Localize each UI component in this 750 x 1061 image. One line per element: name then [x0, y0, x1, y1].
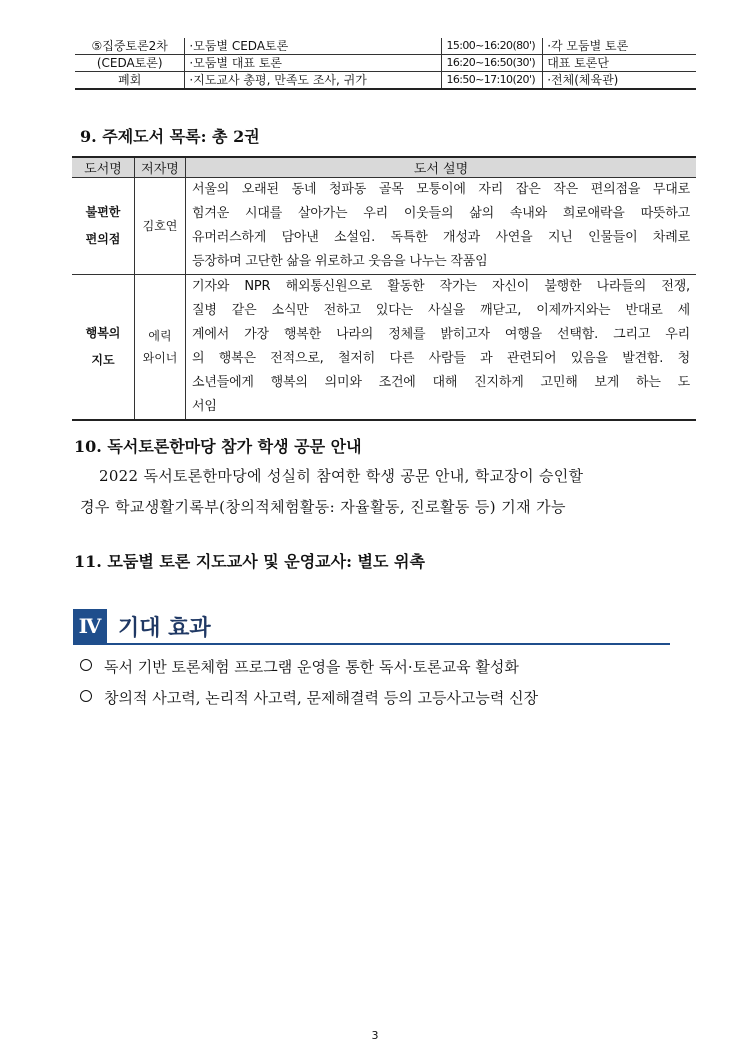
book-author-line: 와이너	[142, 351, 178, 365]
desc-line: 유머러스하게 담아낸 소설임. 독특한 개성과 사연을 지닌 인물들이 차례로	[192, 230, 690, 245]
bullet-item	[80, 656, 519, 677]
header-author: 저자명	[135, 157, 186, 178]
book-row	[72, 178, 696, 275]
schedule-time: 15:00~16:20(80')	[442, 38, 543, 55]
book-title	[72, 275, 135, 421]
book-title-line: 불편한	[85, 205, 121, 219]
header-desc: 도서 설명	[186, 157, 697, 178]
book-author	[135, 178, 186, 275]
book-author-line: 에릭	[148, 329, 172, 343]
book-title-line: 행복의	[85, 326, 121, 340]
schedule-note: 대표 토론단	[543, 55, 696, 72]
bullet-item	[80, 687, 538, 708]
section10-line: 2022 독서토론한마당에 성실히 참여한 학생 공문 안내, 학교장이 승인할	[99, 467, 584, 485]
bullet-text: 독서 기반 토론체험 프로그램 운영을 통한 독서·토론교육 활성화	[104, 658, 519, 676]
book-title	[72, 178, 135, 275]
desc-line: 질병 같은 소식만 전하고 있다는 사실을 깨닫고, 이제까지와는 반대로 세	[192, 303, 690, 318]
schedule-activity: ·지도교사 총평, 만족도 조사, 귀가	[185, 72, 442, 90]
desc-line: 서울의 오래된 동네 청파동 골목 모퉁이에 자리 잡은 작은 편의점을 무대로	[192, 182, 690, 197]
schedule-row	[75, 38, 696, 55]
schedule-stage: 폐회	[75, 72, 185, 90]
schedule-row	[75, 55, 696, 72]
book-table-header	[72, 157, 696, 178]
desc-line: 의 행복은 전적으로, 철저히 다른 사람들 과 관련되어 있음을 발견함. 청	[192, 351, 690, 366]
desc-line: 서임	[192, 399, 217, 414]
desc-line: 소년들에게 행복의 의미와 조건에 대해 진지하게 고민해 보게 하는 도	[192, 375, 690, 390]
section10-heading: 10. 독서토론한마당 참가 학생 공문 안내	[74, 437, 362, 456]
circle-bullet-icon	[80, 659, 92, 671]
book-description	[186, 178, 697, 275]
schedule-activity: ·모둠별 CEDA토론	[185, 38, 442, 55]
desc-line: 기자와 NPR 해외통신원으로 활동한 작가는 자신이 불행한 나라들의 전쟁,	[192, 279, 690, 294]
schedule-stage: (CEDA토론)	[75, 55, 185, 72]
schedule-table	[75, 38, 696, 90]
book-title-line: 지도	[91, 353, 115, 367]
desc-line: 계에서 가장 행복한 나라의 정체를 밝히고자 여행을 선택함. 그리고 우리	[192, 327, 690, 342]
schedule-note: ·각 모둠별 토론	[543, 38, 696, 55]
schedule-time: 16:20~16:50(30')	[442, 55, 543, 72]
book-author	[135, 275, 186, 421]
section-divider	[73, 643, 670, 645]
book-author-line: 김호연	[142, 219, 178, 233]
section-title: 기대 효과	[118, 616, 211, 641]
book-list-table	[72, 156, 696, 421]
schedule-time: 16:50~17:10(20')	[442, 72, 543, 90]
book-row	[72, 275, 696, 421]
section10-line: 경우 학교생활기록부(창의적체험활동: 자율활동, 진로활동 등) 기재 가능	[80, 498, 566, 516]
bullet-text: 창의적 사고력, 논리적 사고력, 문제해결력 등의 고등사고능력 신장	[104, 689, 539, 707]
page-number: 3	[371, 1029, 379, 1042]
header-title: 도서명	[72, 157, 135, 178]
schedule-row	[75, 72, 696, 90]
section-number-badge: Ⅳ	[73, 609, 107, 643]
schedule-activity: ·모둠별 대표 토론	[185, 55, 442, 72]
schedule-note: ·전체(체육관)	[543, 72, 696, 90]
book-description	[186, 275, 697, 421]
desc-line: 힘겨운 시대를 살아가는 우리 이웃들의 삶의 속내와 희로애락을 따뜻하고	[192, 206, 690, 221]
section9-heading: 9. 주제도서 목록: 총 2권	[80, 127, 260, 146]
schedule-stage: ⑤집중토론2차	[75, 38, 185, 55]
desc-line: 등장하며 고단한 삶을 위로하고 웃음을 나누는 작품임	[192, 254, 488, 269]
book-title-line: 편의점	[85, 232, 121, 246]
circle-bullet-icon	[80, 690, 92, 702]
section11-heading: 11. 모둠별 토론 지도교사 및 운영교사: 별도 위촉	[74, 552, 425, 571]
